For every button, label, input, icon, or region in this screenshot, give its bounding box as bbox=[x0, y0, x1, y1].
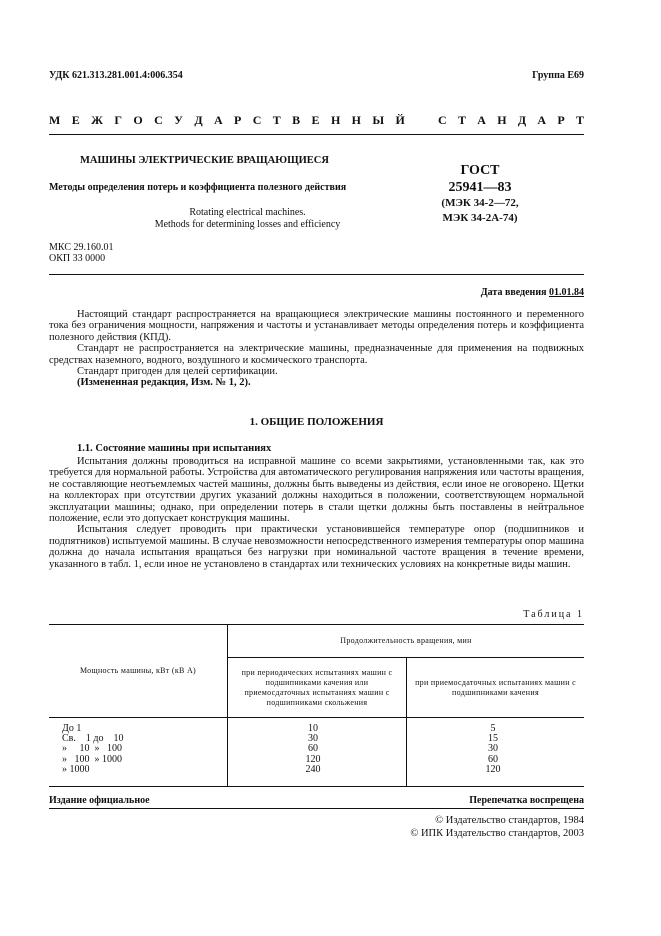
okp-code: ОКП 33 0000 bbox=[49, 253, 106, 264]
english-title-line2: Methods for determining losses and efficiency bbox=[154, 219, 341, 230]
table-cell-periodic: 60 bbox=[308, 743, 318, 755]
doc-title: МАШИНЫ ЭЛЕКТРИЧЕСКИЕ ВРАЩАЮЩИЕСЯ bbox=[80, 155, 329, 166]
intro-paragraph-1: Настоящий стандарт распространяется на вращающиеся электрические машины постоянного и переменного тока без ограничения мощности, напряжения и частоты и устанавливает методы определения потерь и коэффициента полезного действия (КПД). bbox=[49, 309, 584, 343]
table-cell-acceptance: 30 bbox=[488, 743, 498, 755]
power-values bbox=[62, 724, 123, 775]
classification-codes bbox=[49, 242, 113, 264]
group-code: Группа Е69 bbox=[532, 70, 584, 81]
banner-letter: Ы bbox=[372, 113, 385, 127]
title-rule bbox=[49, 274, 584, 275]
banner-letter: О bbox=[133, 113, 143, 127]
banner-letter: Т bbox=[272, 113, 281, 127]
banner-letter: Д bbox=[194, 113, 203, 127]
banner-letter: С bbox=[438, 113, 447, 127]
section-text bbox=[49, 456, 584, 570]
english-title-line1: Rotating electrical machines. bbox=[189, 207, 306, 218]
banner-letter: Е bbox=[311, 113, 320, 127]
header-acceptance: при приемосдаточных испытаниях машин с подшипниками качения bbox=[407, 658, 585, 718]
banner-letter: Г bbox=[114, 113, 122, 127]
banner-standard bbox=[438, 113, 584, 128]
reprint-notice: Перепечатка воспрещена bbox=[469, 795, 584, 806]
banner-letter: А bbox=[213, 113, 223, 127]
banner-letter: Н bbox=[330, 113, 341, 127]
footer-rule bbox=[49, 808, 584, 809]
edition-official: Издание официальное bbox=[49, 795, 150, 806]
section-paragraph-1: Испытания должны проводиться на исправной машине со всеми закрытиями, установленными так, как это требуется для нормальной работы. Устройства для автоматического регулирования напряжения или частоты вращения, не составляющие неотъемлемых частей машины, должны быть выведены из действия, если иное не оговорено. Щетки на коллекторах при отсутствии других указаний должны находиться в положении, соответствующем нормальной эксплуатации машины; однако, при определении потерь в стали щетки должны быть поставлены в нейтральное положение, если это допускает конструкция машины. bbox=[49, 456, 584, 525]
banner-letter: Д bbox=[517, 113, 527, 127]
intro-paragraph-2: Стандарт не распространяется на электрические машины, предназначенные для применения на подвижных средствах наземного, водного, воздушного и космического транспорта. bbox=[49, 343, 584, 366]
copyright-block bbox=[410, 814, 584, 840]
banner-letter: Н bbox=[497, 113, 507, 127]
iec-ref-2: МЭК 34-2А-74) bbox=[442, 212, 518, 224]
table-cell-acceptance: 120 bbox=[485, 763, 501, 775]
banner-letter: В bbox=[292, 113, 301, 127]
section-paragraph-2: Испытания следует проводить при практически установившейся температуре опор (подшипников и подпятников) испытуемой машины. В случае невозможности непосредственного измерения температуры опор машина должна до начала испытания вращаться без нагрузки при номинальной частоте вращения в течение времени, указанного в табл. 1, если иное не установлено в стандартах или технических условиях на конкретные виды машин. bbox=[49, 524, 584, 570]
banner-letter: Т bbox=[457, 113, 466, 127]
table-cell-periodic: 30 bbox=[308, 733, 318, 745]
table-cell-power: Св. 1 до 10 bbox=[62, 733, 124, 745]
banner-rule bbox=[49, 134, 584, 135]
table-cell-periodic: 10 bbox=[308, 723, 318, 734]
header-periodic: при периодических испытаниях машин с подшипниками качения или приемосдаточных испытаниях машин с подшипниками скольжения bbox=[228, 658, 407, 718]
copyright-1984: © Издательство стандартов, 1984 bbox=[435, 815, 584, 826]
clause-heading: 1.1. Состояние машины при испытаниях bbox=[77, 443, 272, 454]
section-heading: 1. ОБЩИЕ ПОЛОЖЕНИЯ bbox=[249, 416, 384, 428]
banner-letter: Р bbox=[234, 113, 242, 127]
table-cell-power: До 1 bbox=[62, 723, 82, 734]
banner-letter: А bbox=[477, 113, 486, 127]
periodic-values bbox=[224, 724, 402, 775]
doc-subtitle: Методы определения потерь и коэффициента полезного действия bbox=[49, 182, 347, 193]
banner-letter: Ж bbox=[91, 113, 103, 127]
gost-label: ГОСТ bbox=[460, 163, 500, 178]
intro-date-value: 01.01.84 bbox=[549, 287, 584, 298]
table-header-row-1 bbox=[49, 625, 584, 658]
banner-letter: Р bbox=[557, 113, 565, 127]
table-cell-power: » 1000 bbox=[62, 763, 90, 775]
english-title bbox=[140, 207, 355, 231]
table-caption: Таблица 1 bbox=[523, 609, 584, 620]
copyright-2003: © ИПК Издательство стандартов, 2003 bbox=[410, 828, 584, 839]
gost-number-block bbox=[420, 162, 540, 226]
standard-banner bbox=[49, 113, 584, 128]
banner-letter: Е bbox=[71, 113, 80, 127]
header-duration: Продолжительность вращения, мин bbox=[228, 625, 585, 658]
table-cell-acceptance: 60 bbox=[488, 753, 498, 765]
table-cell-acceptance: 5 bbox=[490, 723, 496, 734]
banner-letter: Т bbox=[575, 113, 584, 127]
intro-paragraph-3: Стандарт пригоден для целей сертификации. bbox=[77, 366, 278, 378]
banner-letter: С bbox=[252, 113, 262, 127]
banner-letter: С bbox=[154, 113, 163, 127]
banner-letter: М bbox=[49, 113, 61, 127]
banner-letter: Н bbox=[351, 113, 361, 127]
table-cell-power: » 100 » 1000 bbox=[62, 753, 122, 765]
table-cell-periodic: 240 bbox=[305, 763, 321, 775]
mks-code: МКС 29.160.01 bbox=[49, 242, 114, 253]
udk-code: УДК 621.313.281.001.4:006.354 bbox=[49, 70, 183, 81]
table-cell-periodic: 120 bbox=[305, 753, 321, 765]
banner-letter: А bbox=[537, 113, 547, 127]
intro-date bbox=[481, 287, 584, 298]
intro-text bbox=[49, 309, 584, 389]
table-cell-acceptance: 15 bbox=[488, 733, 498, 745]
header-power: Мощность машины, кВт (кВ А) bbox=[49, 625, 228, 718]
intro-amendment: (Измененная редакция, Изм. № 1, 2). bbox=[77, 377, 251, 389]
acceptance-values bbox=[402, 724, 584, 775]
gost-number: 25941—83 bbox=[448, 180, 512, 195]
banner-letter: Й bbox=[395, 113, 405, 127]
banner-letter: У bbox=[174, 113, 183, 127]
intro-date-label: Дата введения bbox=[480, 287, 547, 298]
banner-interstate bbox=[49, 113, 405, 128]
table-cell-power: » 10 » 100 bbox=[62, 743, 122, 755]
iec-ref-1: (МЭК 34-2—72, bbox=[441, 197, 519, 209]
